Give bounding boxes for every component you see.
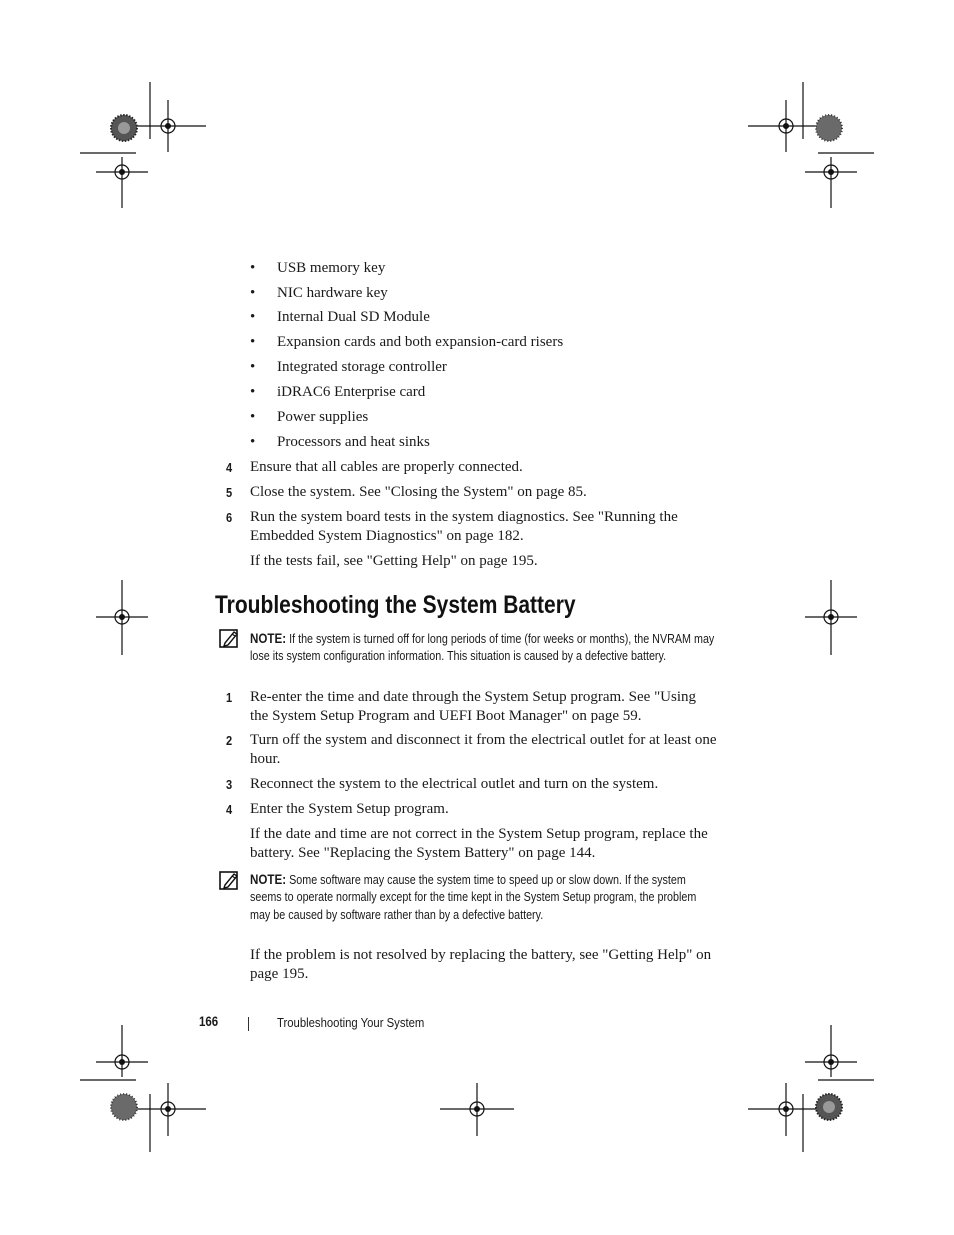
- step-followup: If the tests fail, see "Getting Help" on page 195.: [250, 553, 538, 569]
- bullet-glyph: •: [250, 384, 256, 400]
- step-text: Ensure that all cables are properly connected.: [250, 459, 523, 475]
- bullet-glyph: •: [250, 409, 256, 425]
- bullet-glyph: •: [250, 434, 256, 450]
- section-heading: Troubleshooting the System Battery: [215, 591, 576, 619]
- step-text: Reconnect the system to the electrical outlet and turn on the system.: [250, 776, 659, 792]
- list-item: Expansion cards and both expansion-card risers: [277, 334, 564, 350]
- step-text: Re-enter the time and date through the System Setup program. See "Using the System Setup Program and UEFI Boot Manager" on page 59.: [250, 689, 697, 724]
- step-number: 1: [226, 690, 233, 705]
- note-block: [250, 630, 714, 666]
- list-item: USB memory key: [277, 260, 386, 276]
- bullet-glyph: •: [250, 334, 256, 350]
- step-text: Close the system. See "Closing the System" on page 85.: [250, 484, 587, 500]
- step-number: 2: [226, 733, 233, 748]
- note-pencil-icon: [219, 628, 239, 648]
- step-number: 3: [226, 777, 233, 792]
- note-label: NOTE:: [250, 872, 287, 887]
- step-followup: If the date and time are not correct in the System Setup program, replace the battery. See "Replacing the System Battery" on page 144.: [250, 826, 708, 861]
- note-label: NOTE:: [250, 631, 287, 646]
- footer-section-title: Troubleshooting Your System: [277, 1015, 425, 1030]
- footer-divider: [248, 1017, 249, 1031]
- step-text: Turn off the system and disconnect it from the electrical outlet for at least one hour.: [250, 732, 717, 767]
- bullet-glyph: •: [250, 359, 256, 375]
- step-text: Enter the System Setup program.: [250, 801, 449, 817]
- list-item: Power supplies: [277, 409, 369, 425]
- list-item: NIC hardware key: [277, 285, 388, 301]
- list-item: Internal Dual SD Module: [277, 309, 430, 325]
- step-number: 5: [226, 485, 233, 500]
- list-item: iDRAC6 Enterprise card: [277, 384, 426, 400]
- bullet-glyph: •: [250, 309, 256, 325]
- page-number: 166: [199, 1014, 219, 1029]
- list-item: Integrated storage controller: [277, 359, 447, 375]
- step-number: 4: [226, 460, 233, 475]
- bullet-glyph: •: [250, 260, 256, 276]
- note-pencil-icon: [219, 870, 239, 890]
- note-text: Some software may cause the system time to speed up or slow down. If the system seems to operate normally except for the time kept in the System Setup program, the problem may be caused by software rather than by a defective battery.: [250, 873, 697, 922]
- bullet-glyph: •: [250, 285, 256, 301]
- step-text: Run the system board tests in the system diagnostics. See "Running the Embedded System Diagnostics" on page 182.: [250, 509, 678, 544]
- step-number: 4: [226, 802, 233, 817]
- closing-paragraph: If the problem is not resolved by replacing the battery, see "Getting Help" on page 195.: [250, 947, 712, 982]
- note-block: [250, 871, 714, 924]
- step-number: 6: [226, 510, 233, 525]
- list-item: Processors and heat sinks: [277, 434, 430, 450]
- note-text: If the system is turned off for long periods of time (for weeks or months), the NVRAM may lose its system configuration information. This situation is caused by a defective battery.: [250, 632, 715, 664]
